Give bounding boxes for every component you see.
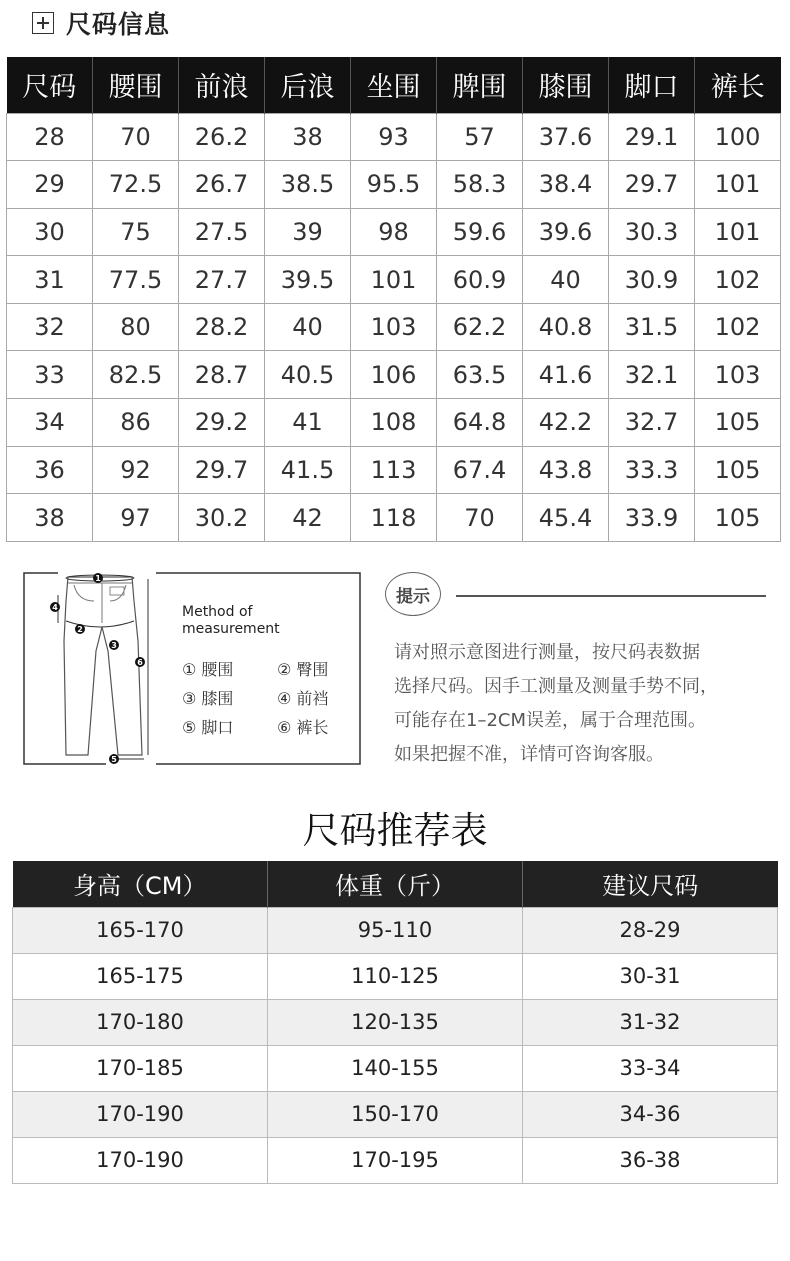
- table-cell: 97: [93, 494, 179, 542]
- table-cell: 77.5: [93, 256, 179, 304]
- table-cell: 40: [523, 256, 609, 304]
- table-cell: 39.5: [265, 256, 351, 304]
- table-row: [7, 303, 781, 351]
- table-cell: 102: [695, 256, 781, 304]
- section-header: [32, 6, 170, 40]
- table-cell: 33: [7, 351, 93, 399]
- section-title: 尺码信息: [66, 10, 171, 39]
- table-cell: 27.5: [179, 208, 265, 256]
- table-row: [7, 161, 781, 209]
- table-row: [7, 494, 781, 542]
- table-cell: 32.1: [609, 351, 695, 399]
- table-cell: 38: [265, 113, 351, 161]
- table-cell: 30: [7, 208, 93, 256]
- table-cell: 29: [7, 161, 93, 209]
- size-table-header-row: [7, 57, 781, 113]
- marker-6: 6: [137, 658, 143, 667]
- table-cell: 41: [265, 399, 351, 447]
- table-cell: 38.5: [265, 161, 351, 209]
- table-cell: 101: [695, 161, 781, 209]
- column-header: 体重（斤）: [268, 861, 523, 907]
- table-cell: 27.7: [179, 256, 265, 304]
- table-cell: 103: [695, 351, 781, 399]
- column-header: 膝围: [523, 57, 609, 113]
- table-cell: 108: [351, 399, 437, 447]
- column-header: 建议尺码: [523, 861, 778, 907]
- measurement-legend: [182, 657, 357, 738]
- table-cell: 80: [93, 303, 179, 351]
- table-cell: 34-36: [523, 1091, 778, 1137]
- table-row: [13, 1045, 778, 1091]
- legend-item: ① 腰围: [182, 660, 234, 679]
- column-header: 裤长: [695, 57, 781, 113]
- divider: [456, 595, 766, 597]
- table-cell: 33.9: [609, 494, 695, 542]
- table-cell: 105: [695, 446, 781, 494]
- table-row: [13, 953, 778, 999]
- recommend-table-header-row: [13, 861, 778, 907]
- table-cell: 29.7: [609, 161, 695, 209]
- table-cell: 29.7: [179, 446, 265, 494]
- table-cell: 38: [7, 494, 93, 542]
- column-header: 坐围: [351, 57, 437, 113]
- table-cell: 31-32: [523, 999, 778, 1045]
- table-cell: 59.6: [437, 208, 523, 256]
- table-cell: 110-125: [268, 953, 523, 999]
- table-cell: 103: [351, 303, 437, 351]
- table-cell: 30.2: [179, 494, 265, 542]
- table-cell: 62.2: [437, 303, 523, 351]
- table-cell: 100: [695, 113, 781, 161]
- table-cell: 118: [351, 494, 437, 542]
- legend-item: ④ 前裆: [277, 689, 329, 708]
- table-cell: 82.5: [93, 351, 179, 399]
- table-cell: 26.7: [179, 161, 265, 209]
- table-cell: 30.9: [609, 256, 695, 304]
- legend-item: ⑤ 脚口: [182, 718, 234, 737]
- table-cell: 40: [265, 303, 351, 351]
- table-row: [13, 1137, 778, 1183]
- table-cell: 120-135: [268, 999, 523, 1045]
- table-cell: 170-185: [13, 1045, 268, 1091]
- table-cell: 41.5: [265, 446, 351, 494]
- table-cell: 165-170: [13, 907, 268, 953]
- table-cell: 33.3: [609, 446, 695, 494]
- legend-item: ⑥ 裤长: [277, 718, 329, 737]
- table-cell: 92: [93, 446, 179, 494]
- table-cell: 42.2: [523, 399, 609, 447]
- marker-4: 4: [52, 603, 58, 612]
- table-cell: 40.5: [265, 351, 351, 399]
- table-cell: 101: [695, 208, 781, 256]
- table-cell: 105: [695, 399, 781, 447]
- table-cell: 45.4: [523, 494, 609, 542]
- legend-item: ② 臀围: [277, 660, 329, 679]
- table-cell: 32: [7, 303, 93, 351]
- table-cell: 93: [351, 113, 437, 161]
- table-cell: 26.2: [179, 113, 265, 161]
- table-cell: 43.8: [523, 446, 609, 494]
- table-cell: 31.5: [609, 303, 695, 351]
- marker-3: 3: [111, 641, 117, 650]
- tip-badge: 提示: [385, 572, 441, 616]
- table-cell: 41.6: [523, 351, 609, 399]
- table-cell: 36-38: [523, 1137, 778, 1183]
- table-row: [13, 907, 778, 953]
- table-cell: 39: [265, 208, 351, 256]
- column-header: 脚口: [609, 57, 695, 113]
- table-cell: 113: [351, 446, 437, 494]
- table-row: [7, 351, 781, 399]
- table-cell: 29.2: [179, 399, 265, 447]
- table-cell: 64.8: [437, 399, 523, 447]
- table-cell: 150-170: [268, 1091, 523, 1137]
- column-header: 身高（CM）: [13, 861, 268, 907]
- legend-item: ③ 膝围: [182, 689, 234, 708]
- table-cell: 75: [93, 208, 179, 256]
- table-row: [7, 256, 781, 304]
- table-cell: 40.8: [523, 303, 609, 351]
- marker-2: 2: [77, 625, 83, 634]
- table-cell: 165-175: [13, 953, 268, 999]
- method-title: Method of measurement: [182, 604, 280, 637]
- table-cell: 34: [7, 399, 93, 447]
- table-cell: 105: [695, 494, 781, 542]
- table-cell: 60.9: [437, 256, 523, 304]
- table-cell: 32.7: [609, 399, 695, 447]
- table-cell: 29.1: [609, 113, 695, 161]
- marker-1: 1: [95, 574, 101, 583]
- size-table: [6, 57, 781, 542]
- recommend-title: 尺码推荐表: [302, 809, 488, 852]
- table-cell: 98: [351, 208, 437, 256]
- table-cell: 37.6: [523, 113, 609, 161]
- marker-5: 5: [111, 755, 117, 764]
- table-cell: 86: [93, 399, 179, 447]
- table-row: [13, 1091, 778, 1137]
- table-cell: 30.3: [609, 208, 695, 256]
- table-row: [7, 208, 781, 256]
- table-cell: 30-31: [523, 953, 778, 999]
- table-cell: 36: [7, 446, 93, 494]
- table-cell: 58.3: [437, 161, 523, 209]
- table-cell: 95.5: [351, 161, 437, 209]
- table-cell: 28.7: [179, 351, 265, 399]
- recommend-table: [12, 861, 778, 1184]
- table-cell: 28-29: [523, 907, 778, 953]
- column-header: 腰围: [93, 57, 179, 113]
- table-row: [7, 113, 781, 161]
- column-header: 后浪: [265, 57, 351, 113]
- table-cell: 70: [93, 113, 179, 161]
- column-header: 尺码: [7, 57, 93, 113]
- table-cell: 106: [351, 351, 437, 399]
- table-cell: 67.4: [437, 446, 523, 494]
- table-row: [7, 399, 781, 447]
- table-cell: 102: [695, 303, 781, 351]
- table-row: [13, 999, 778, 1045]
- table-cell: 57: [437, 113, 523, 161]
- table-cell: 33-34: [523, 1045, 778, 1091]
- table-cell: 101: [351, 256, 437, 304]
- column-header: 脾围: [437, 57, 523, 113]
- expand-plus-icon[interactable]: [32, 12, 54, 34]
- table-row: [7, 446, 781, 494]
- table-cell: 70: [437, 494, 523, 542]
- table-cell: 63.5: [437, 351, 523, 399]
- table-cell: 72.5: [93, 161, 179, 209]
- table-cell: 39.6: [523, 208, 609, 256]
- table-cell: 170-190: [13, 1137, 268, 1183]
- table-cell: 170-195: [268, 1137, 523, 1183]
- table-cell: 42: [265, 494, 351, 542]
- table-cell: 28: [7, 113, 93, 161]
- table-cell: 95-110: [268, 907, 523, 953]
- table-cell: 31: [7, 256, 93, 304]
- column-header: 前浪: [179, 57, 265, 113]
- measurement-diagram: [22, 571, 362, 766]
- table-cell: 170-190: [13, 1091, 268, 1137]
- table-cell: 140-155: [268, 1045, 523, 1091]
- tip-text: 请对照示意图进行测量，按尺码表数据 选择尺码。因手工测量及测量手势不同， 可能存在1–2CM误差，属于合理范围。 如果把握不准，详情可咨询客服。: [394, 642, 718, 765]
- table-cell: 38.4: [523, 161, 609, 209]
- table-cell: 28.2: [179, 303, 265, 351]
- table-cell: 170-180: [13, 999, 268, 1045]
